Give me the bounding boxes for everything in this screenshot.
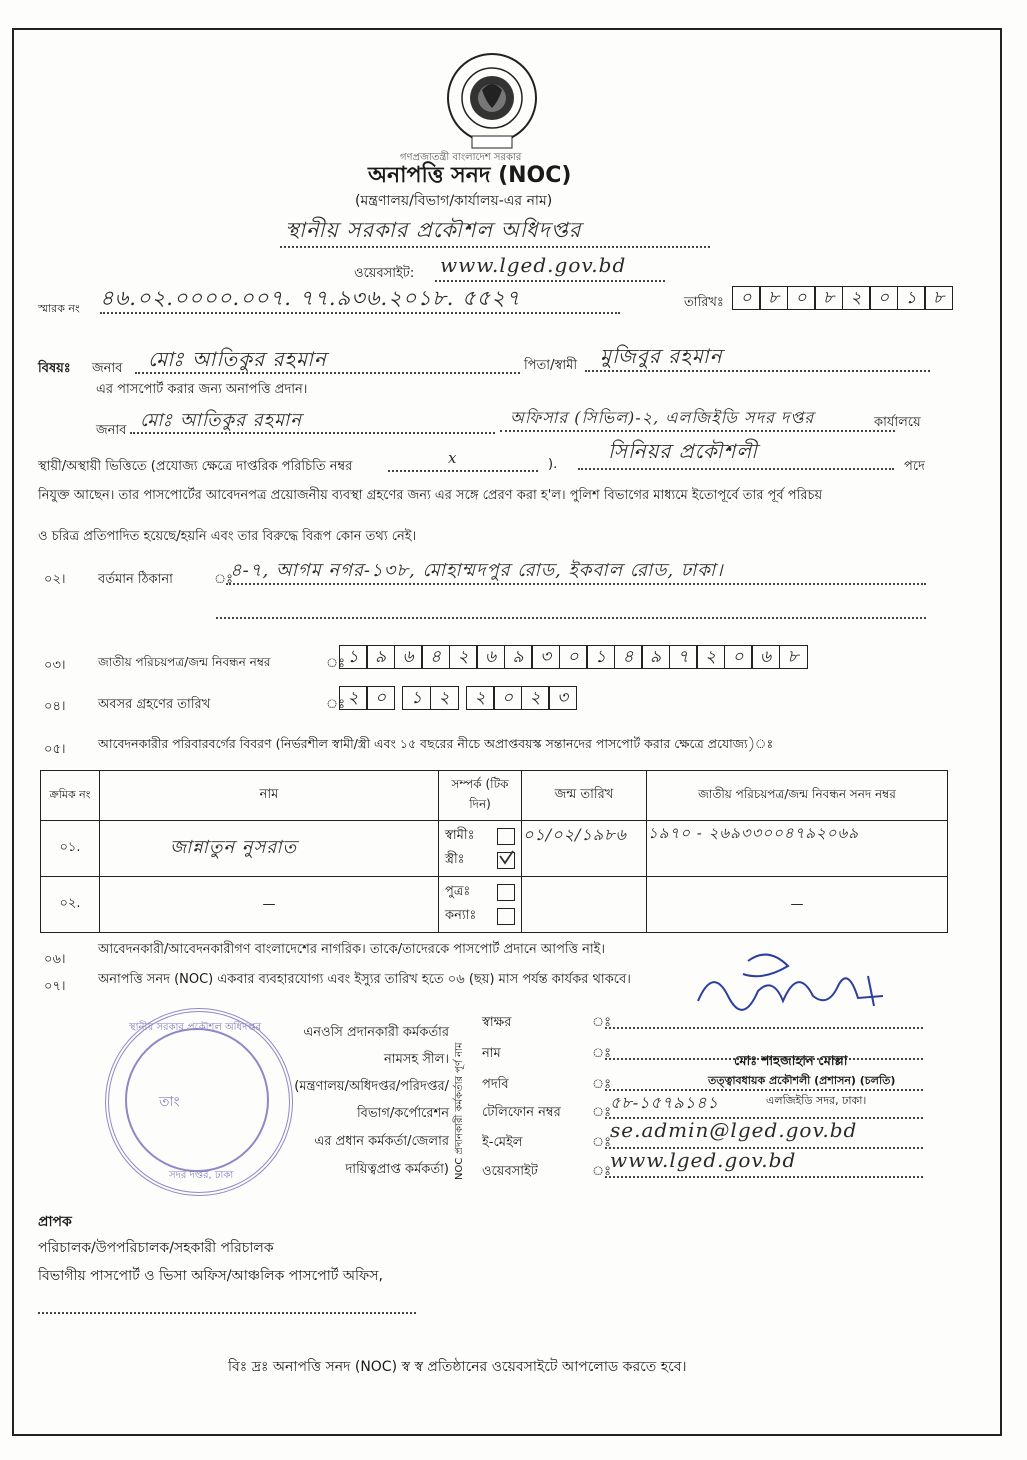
nid-digit: ৪ <box>614 645 643 669</box>
stamp-designation: তত্ত্বাবধায়ক প্রকৌশলী (প্রশাসন) (চলতি) <box>708 1074 896 1087</box>
nid-digit: ৬ <box>476 645 505 669</box>
field-label-email: ই-মেইল <box>482 1135 523 1150</box>
authority-line: (মন্ত্রণালয়/অধিদপ্তর/পরিদপ্তর/ <box>294 1079 449 1094</box>
email-value: se.admin@lged.gov.bd <box>610 1118 858 1142</box>
date-digit: ৮ <box>924 286 953 310</box>
memo-number: ৪৬.০২.০০০০.০০৭. ৭৭.৯৩৬.২০১৮. ৫৫২৭ <box>100 286 521 310</box>
recipient-label: প্রাপক <box>38 1214 72 1230</box>
nid-digit: ১ <box>586 645 615 669</box>
col-header-relation: সম্পর্ক (টিক দিন) <box>439 771 522 821</box>
date-digit: ০ <box>869 286 898 310</box>
item04-colon: ঃ <box>326 697 346 712</box>
row-nid <box>647 877 948 933</box>
retire-digit: ২ <box>521 686 550 710</box>
item06-num: ০৬। <box>44 952 66 967</box>
stamp-office: এলজিইডি সদর, ঢাকা। <box>766 1094 867 1107</box>
date-digit: ২ <box>842 286 871 310</box>
field-label-designation: পদবি <box>482 1077 509 1092</box>
subject-label: বিষয়ঃ <box>38 361 71 376</box>
nid-digit: ০ <box>724 645 753 669</box>
post-suffix: পদে <box>904 459 925 474</box>
father-label: পিতা/স্বামী <box>524 358 578 373</box>
permanent-text: স্থায়ী/অস্থায়ী ভিত্তিতে (প্রযোজ্য ক্ষেত্রে দাপ্তরিক পরিচিতি নম্বর <box>38 459 353 474</box>
row-relation <box>439 877 522 933</box>
office-name: স্থানীয় সরকার প্রকৌশল অধিদপ্তর <box>285 218 582 242</box>
row-serial: ০২. <box>41 877 100 933</box>
item02-colon: ঃ <box>214 572 234 587</box>
row-nid-text: — <box>790 897 804 912</box>
checkbox <box>497 884 515 901</box>
father-value: মুজিবুর রহমান <box>600 344 723 368</box>
row-name-text: জান্নাতুন নুসরাত <box>170 837 298 858</box>
address-value: ৪-৭, আগম নগর-১৩৮, মোহাম্মদপুর রোড, ইকবাল রোড, ঢাকা। <box>230 560 724 581</box>
row-dob <box>522 877 647 933</box>
field-colon: ঃ <box>592 1077 612 1092</box>
emblem-seal-text: গণপ্রজাতন্ত্রী বাংলাদেশ সরকার <box>400 152 522 163</box>
col-header-nid: জাতীয় পরিচয়পত্র/জন্ম নিবন্ধন সনদ নম্বর <box>647 771 948 821</box>
relation-label: পুত্রঃ <box>445 884 471 899</box>
family-table <box>40 770 948 933</box>
official-id-value: x <box>448 449 458 467</box>
paren-close: ). <box>548 457 558 472</box>
field-label-website: ওয়েবসাইট <box>482 1164 538 1179</box>
field-colon: ঃ <box>592 1015 612 1030</box>
nid-digit: ০ <box>559 645 588 669</box>
nid-digit: ৩ <box>531 645 560 669</box>
memo-label: স্মারক নং <box>38 302 80 315</box>
field-label-signature: স্বাক্ষর <box>482 1015 512 1030</box>
item05-num: ০৫। <box>44 742 66 757</box>
government-emblem <box>432 50 552 150</box>
subject-line2: এর পাসপোর্ট করার জন্য অনাপত্তি প্রদান। <box>96 382 308 397</box>
retire-digit: ৩ <box>548 686 577 710</box>
row-dob-text: ০১/০২/১৯৮৬ <box>523 825 627 844</box>
nid-digit: ৯ <box>366 645 395 669</box>
nid-digit: ৯ <box>641 645 670 669</box>
footer-note: বিঃ দ্রঃ অনাপত্তি সনদ (NOC) স্ব স্ব প্রতিষ্ঠানের ওয়েবসাইটে আপলোড করতে হবে। <box>228 1359 687 1375</box>
table-row <box>41 877 948 933</box>
retirement-date-boxes <box>340 686 577 710</box>
checkbox-checked <box>497 852 515 869</box>
retire-digit: ২ <box>466 686 495 710</box>
col-header-name: নাম <box>100 771 439 821</box>
item07-num: ০৭। <box>44 979 66 994</box>
row-name-text: — <box>262 897 276 912</box>
row-serial: ০১. <box>41 821 100 877</box>
item06-text: আবেদনকারী/আবেদনকারীগণ বাংলাদেশের নাগরিক। তাকে/তাদেরকে পাসপোর্ট প্রদানে আপত্তি নাই। <box>98 942 606 957</box>
authority-line: বিভাগ/কর্পোরেশন <box>356 1106 449 1121</box>
nid-digit: ৭ <box>669 645 698 669</box>
item02-num: ০২। <box>44 572 66 587</box>
office-value: অফিসার (সিভিল)-২, এলজিইডি সদর দপ্তর <box>510 408 815 427</box>
page-subtitle: (মন্ত্রণালয়/বিভাগ/কার্যালয়-এর নাম) <box>355 193 553 209</box>
row-nid-text: ১৯৭০ - ২৬৯৩৩০০৪৭৯২০৬৯ <box>648 824 860 842</box>
authority-line: দায়িত্বপ্রাপ্ত কর্মকর্তা) <box>345 1162 449 1177</box>
retire-digit: ২ <box>430 686 459 710</box>
recipient-line2: বিভাগীয় পাসপোর্ট ও ভিসা অফিস/আঞ্চলিক পাসপোর্ট অফিস, <box>38 1268 383 1284</box>
body-janab: জনাব <box>96 423 127 438</box>
authority-line: নামসহ সীল। <box>384 1052 449 1067</box>
signature <box>688 946 898 1021</box>
nid-digit: ৬ <box>751 645 780 669</box>
field-colon: ঃ <box>592 1164 612 1179</box>
date-digit: ৮ <box>814 286 843 310</box>
item03-num: ০৩। <box>44 658 66 673</box>
website-value: www.lged.gov.bd <box>440 253 627 277</box>
website-handwritten: www.lged.gov.bd <box>610 1148 797 1172</box>
seal-text: স্থানীয় সরকার প্রকৌশল অধিদপ্তর <box>129 1022 262 1033</box>
nid-digit: ৯ <box>504 645 533 669</box>
item04-num: ০৪। <box>44 699 66 714</box>
body-line3: নিযুক্ত আছেন। তার পাসপোর্টের আবেদনপত্র প্রয়োজনীয় ব্যবস্থা গ্রহণের জন্য এর সঙ্গে প্রেরণ করা হ'ল। পুলিশ বিভাগের মাধ্যমে ইতোপূর্বে তার পূর্ব পরিচয় <box>38 488 823 503</box>
retire-digit: ২ <box>339 686 368 710</box>
seal-inner-text: তাং <box>159 1094 180 1110</box>
retire-digit: ১ <box>402 686 431 710</box>
field-label-phone: টেলিফোন নম্বর <box>482 1105 561 1120</box>
table-row <box>41 821 948 877</box>
row-relation <box>439 821 522 877</box>
recipient-line1: পরিচালক/উপপরিচালক/সহকারী পরিচালক <box>38 1240 274 1256</box>
relation-label: কন্যাঃ <box>445 908 477 923</box>
item04-label: অবসর গ্রহণের তারিখ <box>98 697 211 712</box>
nid-digit: ৪ <box>421 645 450 669</box>
nid-digit: ৬ <box>394 645 423 669</box>
vertical-label: NOC প্রদানকারী কর্মকর্তার পূর্ণ নাম <box>454 1042 465 1180</box>
phone-value: ৫৮-১৫৭৯১৪১ <box>610 1093 719 1112</box>
date-digit: ৮ <box>759 286 788 310</box>
authority-line: এর প্রধান কর্মকর্তা/জেলার <box>314 1134 449 1149</box>
authority-line: এনওসি প্রদানকারী কর্মকর্তার <box>303 1025 449 1040</box>
date-digit: ১ <box>897 286 926 310</box>
field-label-name: নাম <box>482 1046 501 1061</box>
subject-name: মোঃ আতিকুর রহমান <box>148 347 327 371</box>
seal-bottom-text: সদর দপ্তর, ঢাকা <box>169 1170 234 1181</box>
date-label: তারিখঃ <box>684 295 724 310</box>
field-colon: ঃ <box>592 1105 612 1120</box>
item03-label: জাতীয় পরিচয়পত্র/জন্ম নিবন্ধন নম্বর <box>98 655 271 669</box>
item05-label: আবেদনকারীর পরিবারবর্গের বিবরণ (নির্ভরশীল স্বামী/স্ত্রী এবং ১৫ বছরের নীচে অপ্রাপ্তবয়স্ক সন্তানদের পাসপোর্ট করার ক্ষেত্রে প্রযোজ্য)ঃ <box>98 736 774 751</box>
nid-digit: ১ <box>339 645 368 669</box>
col-header-dob: জন্ম তারিখ <box>522 771 647 821</box>
relation-label: স্বামীঃ <box>445 828 475 843</box>
row-dob <box>522 821 647 877</box>
checkbox <box>497 828 515 845</box>
nid-digit: ৮ <box>779 645 808 669</box>
retire-digit: ০ <box>366 686 395 710</box>
row-nid <box>647 821 948 877</box>
nid-boxes <box>340 645 808 669</box>
body-name: মোঃ আতিকুর রহমান <box>140 410 303 431</box>
field-colon: ঃ <box>592 1135 612 1150</box>
date-digit: ০ <box>732 286 761 310</box>
body-line4: ও চরিত্র প্রতিপাদিত হয়েছে/হয়নি এবং তার বিরুদ্ধে বিরূপ কোন তথ্য নেই। <box>38 529 417 544</box>
nid-digit: ২ <box>449 645 478 669</box>
retire-digit: ০ <box>493 686 522 710</box>
field-colon: ঃ <box>592 1046 612 1061</box>
row-name <box>100 821 439 877</box>
item02-label: বর্তমান ঠিকানা <box>98 572 173 587</box>
date-digit: ০ <box>787 286 816 310</box>
item03-colon: ঃ <box>326 656 346 671</box>
row-name <box>100 877 439 933</box>
col-header-serial: ক্রমিক নং <box>41 771 100 821</box>
subject-janab: জনাব <box>92 361 123 376</box>
office-seal <box>105 1008 293 1196</box>
website-label: ওয়েবসাইট: <box>354 266 415 281</box>
checkbox <box>497 908 515 925</box>
designation-value: সিনিয়র প্রকৌশলী <box>608 439 758 463</box>
relation-label: স্ত্রীঃ <box>445 852 465 867</box>
item07-text: অনাপত্তি সনদ (NOC) একবার ব্যবহারযোগ্য এবং ইস্যুর তারিখ হতে ০৬ (ছয়) মাস পর্যন্ত কার্যকর থাকবে। <box>98 972 631 987</box>
date-boxes <box>733 286 953 310</box>
page-title: অনাপত্তি সনদ (NOC) <box>368 163 572 188</box>
stamp-name: মোঃ শাহজাহান মোল্লা <box>734 1054 848 1069</box>
office-suffix: কার্যালয়ে <box>874 415 921 430</box>
nid-digit: ২ <box>696 645 725 669</box>
